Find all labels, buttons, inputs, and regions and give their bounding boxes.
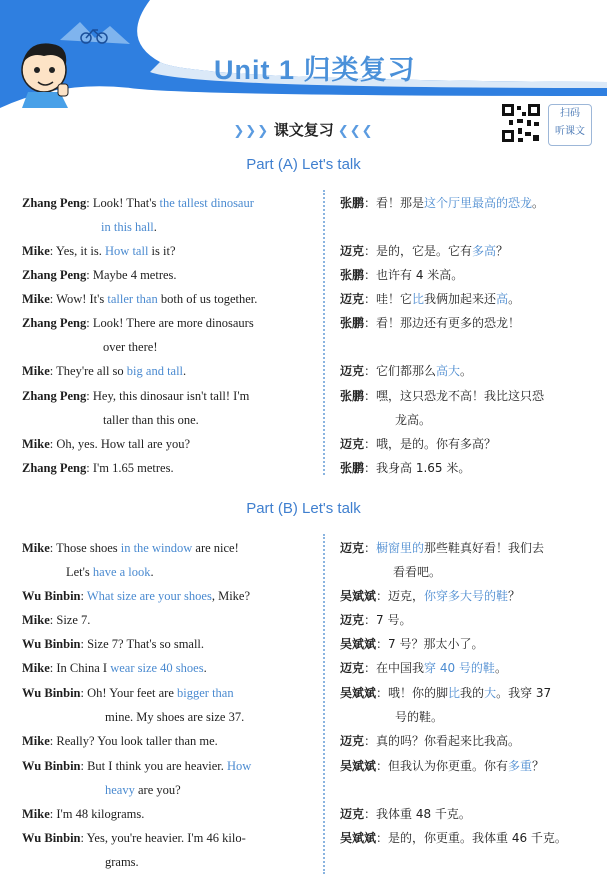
dialog-text: 那些鞋真好看！我们去 [424,541,545,555]
speaker-name: Mike [22,613,50,627]
dialog-line [340,540,544,556]
dialog-text: : Yes, you're heavier. I'm 46 kilo- [80,831,246,845]
dialog-line [340,195,544,211]
dialog-line [340,588,520,604]
speaker-name: Mike [22,364,50,378]
dialog-line [22,733,218,749]
speaker-name: 迈克 [340,292,365,306]
speaker-name: 吴斌斌 [340,589,377,603]
dialog-text: : Yes, it is. [49,244,106,258]
dialog-line [340,733,520,749]
speaker-name: 迈克 [340,734,365,748]
speaker-name: 迈克 [340,364,365,378]
dialog-text: : Those shoes [49,541,121,555]
dialog-text: : Look! There are more dinosaurs [86,316,254,330]
speaker-name: Wu Binbin [22,637,81,651]
dialog-text: ：哦，是的。你有多高？ [364,437,497,451]
dialog-text: ：也许有 4 米高。 [364,268,464,282]
dialog-text: ：嘿，这只恐龙不高！我比这只恐 [364,389,545,403]
dialog-text: 。 [494,661,507,675]
dialog-text: : Really? You look taller than me. [49,734,218,748]
dialog-text: ：真的吗？你看起来比我高。 [364,734,521,748]
section-heading [0,119,607,140]
dialog-line [105,782,181,798]
speaker-name: Zhang Peng [22,316,87,330]
highlight-phrase: 橱窗里的 [376,541,425,555]
dialog-text: 看看吧。 [393,565,442,579]
highlight-phrase: have a look [92,565,151,579]
dialog-text: 。 [508,292,521,306]
highlight-phrase: 高 [496,292,509,306]
dialog-text: : But I think you are heavier. [80,759,227,773]
dialog-line [340,612,411,628]
dialog-text: grams. [105,855,139,869]
dialog-text: ：哦！你的脚 [376,686,449,700]
dialog-text: ：哇！它 [364,292,413,306]
dialog-text: 我的 [460,686,485,700]
dialog-line [395,412,431,428]
dialog-text: : Size 7? That's so small. [80,637,205,651]
highlight-phrase: 大 [484,686,497,700]
dialog-text: : Oh! Your feet are [80,686,178,700]
dialog-line [22,460,174,476]
arrows-left-icon: ❮❮❮ [337,123,374,138]
part-a-heading: Part (A) Let's talk [246,156,361,173]
dialog-text: ：我身高 1.65 米。 [364,461,471,475]
dialog-line [340,291,520,307]
dialog-text: Let's [66,565,93,579]
dialog-line [22,612,90,628]
dialog-text: ：迈克， [376,589,425,603]
dialog-line [340,363,472,379]
dialog-line [340,660,507,676]
highlight-phrase: heavy [105,783,135,797]
dialog-text: are you? [134,783,181,797]
column-divider-a [323,190,325,475]
highlight-phrase: How [227,759,252,773]
speaker-name: Wu Binbin [22,831,81,845]
dialog-line [340,388,544,404]
highlight-phrase: wear size 40 shoes [110,661,204,675]
dialog-text: mine. My shoes are size 37. [105,710,245,724]
scan-label-line1: 扫码 [560,108,580,119]
dialog-line [340,243,508,259]
highlight-phrase: How tall [105,244,149,258]
dialog-line [340,758,544,774]
speaker-name: Zhang Peng [22,389,87,403]
dialog-text: ？ [532,759,545,773]
dialog-line [22,806,144,822]
speaker-name: 张鹏 [340,316,365,330]
dialog-line [22,540,239,556]
dialog-text: 号的鞋。 [395,710,444,724]
speaker-name: 迈克 [340,807,365,821]
speaker-name: Mike [22,661,50,675]
speaker-name: Wu Binbin [22,759,81,773]
dialog-line [103,412,199,428]
dialog-line [340,267,463,283]
dialog-text: . [153,220,157,234]
speaker-name: 张鹏 [340,389,365,403]
highlight-phrase: bigger than [177,686,234,700]
highlight-phrase: 比 [448,686,461,700]
highlight-phrase: What size are your shoes [86,589,212,603]
dialog-line [22,388,249,404]
dialog-text: : I'm 1.65 metres. [86,461,174,475]
speaker-name: Mike [22,807,50,821]
dialog-text: : Oh, yes. How tall are you? [49,437,191,451]
speaker-name: Mike [22,541,50,555]
dialog-line [340,436,496,452]
dialog-text: : Look! That's [86,196,160,210]
dialog-line [101,219,157,235]
dialog-text: ？ [508,589,521,603]
highlight-phrase: 穿 40 号的鞋 [424,661,495,675]
speaker-name: Mike [22,292,50,306]
dialog-line [22,195,254,211]
speaker-name: Mike [22,244,50,258]
dialog-line [22,243,176,259]
dialog-text: 。 [460,364,473,378]
header-band [0,0,607,108]
dialog-text: ：看！那是 [364,196,425,210]
dialog-line [22,588,250,604]
dialog-line [105,709,244,725]
dialog-line [340,636,483,652]
speaker-name: 吴斌斌 [340,759,377,773]
dialog-text: ： [364,541,377,555]
section-title: 课文复习 [273,122,334,139]
dialog-text: : I'm 48 kilograms. [49,807,145,821]
dialog-text: 我俩加起来还 [424,292,497,306]
speaker-name: Wu Binbin [22,686,81,700]
page-title: Unit 1 归类复习 [214,55,416,85]
highlight-phrase: 你穿多大号的鞋 [424,589,509,603]
dialog-text: ：看！那边还有更多的恐龙！ [364,316,521,330]
highlight-phrase: in this hall [101,220,154,234]
dialog-line [22,436,190,452]
dialog-text: taller than this one. [103,413,199,427]
dialog-text: ：在中国我 [364,661,425,675]
column-divider-b [323,534,325,874]
highlight-phrase: the tallest dinosaur [159,196,254,210]
dialog-text: both of us together. [157,292,258,306]
dialog-text: 龙高。 [395,413,432,427]
dialog-line [393,564,441,580]
speaker-name: Mike [22,734,50,748]
speaker-name: 张鹏 [340,196,365,210]
highlight-phrase: 这个厅里最高的恐龙 [424,196,533,210]
highlight-phrase: 高大 [436,364,461,378]
dialog-line [103,339,157,355]
dialog-line [395,709,443,725]
dialog-text: ：我体重 48 千克。 [364,807,471,821]
speaker-name: Zhang Peng [22,196,87,210]
speaker-name: Zhang Peng [22,268,87,282]
dialog-line [22,830,246,846]
speaker-name: 吴斌斌 [340,637,377,651]
speaker-name: 吴斌斌 [340,686,377,700]
highlight-phrase: 多重 [508,759,533,773]
speaker-name: 迈克 [340,613,365,627]
dialog-line [340,685,551,701]
highlight-phrase: taller than [107,292,158,306]
dialog-text: : In China I [49,661,111,675]
dialog-line [22,636,204,652]
dialog-line [340,460,470,476]
speaker-name: 张鹏 [340,461,365,475]
dialog-text: ？ [496,244,509,258]
speaker-name: 迈克 [340,437,365,451]
speaker-name: Wu Binbin [22,589,81,603]
highlight-phrase: big and tall [126,364,184,378]
dialog-text: , Mike? [211,589,251,603]
speaker-name: 迈克 [340,661,365,675]
dialog-text: ：它们都那么 [364,364,437,378]
dialog-line [105,854,139,870]
dialog-text: : [80,589,87,603]
dialog-text: ：是的，你更重。我体重 46 千克。 [376,831,567,845]
highlight-phrase: 多高 [472,244,497,258]
dialog-line [340,806,471,822]
highlight-phrase: 比 [412,292,425,306]
highlight-phrase: in the window [120,541,193,555]
dialog-line [22,363,186,379]
dialog-text: ：是的，它是。它有 [364,244,473,258]
dialog-line [340,315,520,331]
speaker-name: Mike [22,437,50,451]
speaker-name: 吴斌斌 [340,831,377,845]
dialog-text: ：但我认为你更重。你有 [376,759,509,773]
dialog-text: 。我穿 37 [496,686,552,700]
dialog-text: : They're all so [49,364,127,378]
boy-mascot-icon [22,43,68,108]
dialog-line [22,315,254,331]
dialog-text: is it? [148,244,176,258]
speaker-name: 迈克 [340,244,365,258]
dialog-line [22,758,251,774]
speaker-name: 迈克 [340,541,365,555]
dialog-text: : Size 7. [49,613,91,627]
dialog-text: : Wow! It's [49,292,108,306]
speaker-name: 张鹏 [340,268,365,282]
dialog-text: . [183,364,187,378]
dialog-text: . [203,661,207,675]
scan-label-line2: 听课文 [555,126,585,137]
dialog-line [22,291,257,307]
dialog-line [22,267,177,283]
dialog-text: : Hey, this dinosaur isn't tall! I'm [86,389,250,403]
dialog-text: . [150,565,154,579]
dialog-text: 。 [532,196,545,210]
arrows-right-icon: ❯❯❯ [233,123,274,138]
dialog-text: are nice! [192,541,239,555]
dialog-line [340,830,567,846]
dialog-line [22,685,234,701]
dialog-text: over there! [103,340,158,354]
dialog-line [22,660,207,676]
dialog-text: ：7 号？那太小了。 [376,637,484,651]
dialog-text: : Maybe 4 metres. [86,268,177,282]
part-b-heading: Part (B) Let's talk [246,500,361,517]
speaker-name: Zhang Peng [22,461,87,475]
dialog-line [66,564,154,580]
dialog-text: ：7 号。 [364,613,412,627]
